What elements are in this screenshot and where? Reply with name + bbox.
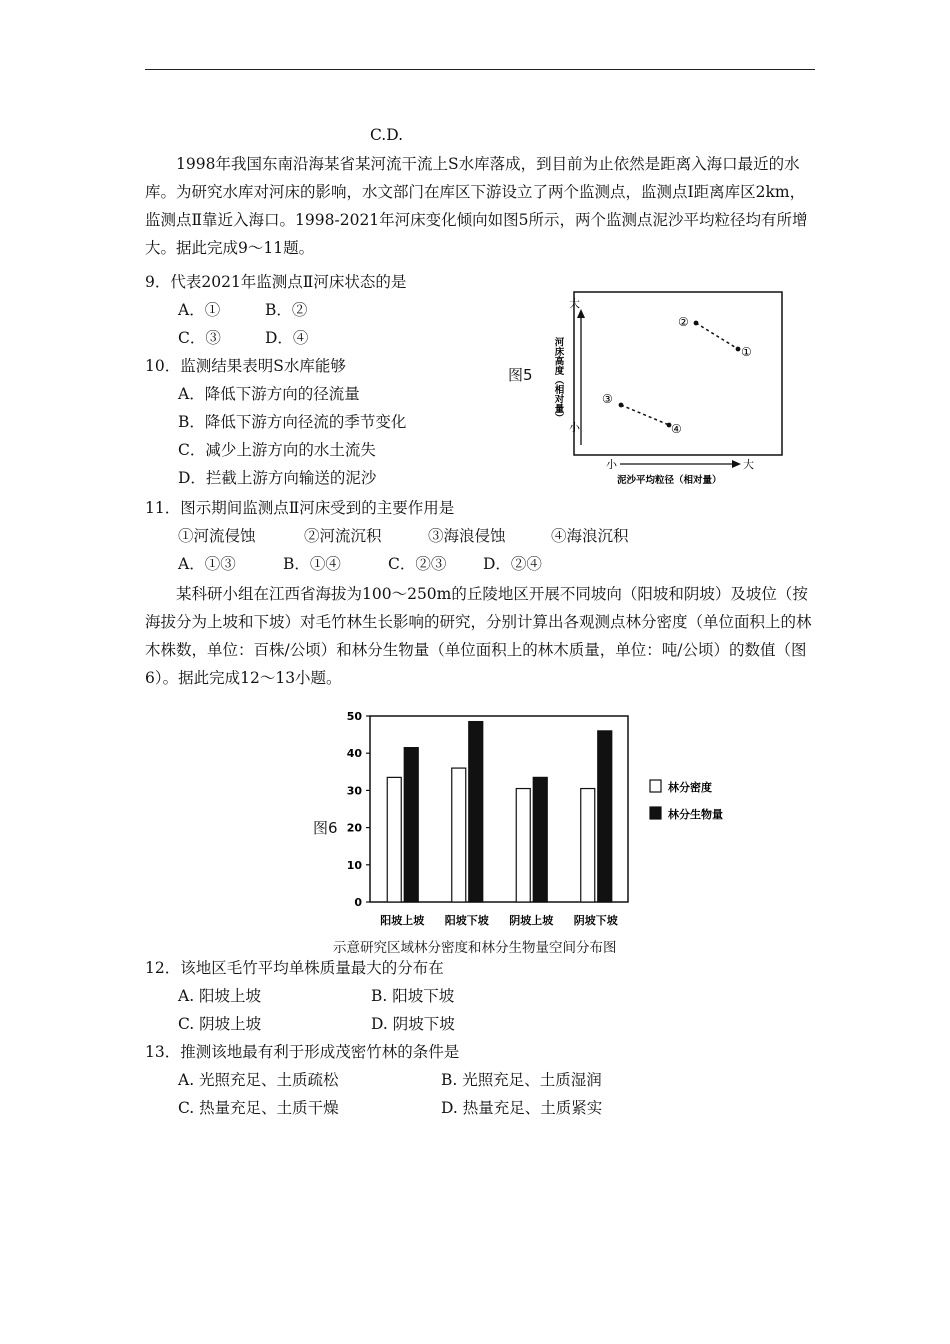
- fig5-point-2: [694, 321, 699, 326]
- fig5-label: 图5: [508, 366, 533, 384]
- fig5-y-title: 河床高度（相对量）: [552, 337, 564, 423]
- q10-option-d[interactable]: D．拦截上游方向输送的泥沙: [178, 469, 377, 487]
- q13-option-c[interactable]: C. 热量充足、土质干燥: [178, 1099, 339, 1117]
- passage-1: 1998年我国东南沿海某省某河流干流上S水库落成，到目前为止依然是距离入海口最近的水库。为研究水库对河床的影响，水文部门在库区下游设立了两个监测点，监测点Ⅰ距离库区2km，监测点Ⅱ靠近入海口。1998-2021年河床变化倾向如图5所示，两个监测点泥沙平均粒径均有所增大。据此完成9～11题。: [145, 155, 808, 257]
- q11-item-1: ①河流侵蚀: [178, 527, 256, 545]
- fig6-ytick-label-4: 40: [346, 747, 362, 761]
- fig6-ytick-label-0: 0: [354, 896, 362, 909]
- q9-stem: 9．代表2021年监测点Ⅱ河床状态的是: [145, 273, 407, 291]
- fig6-bar-density-2: [516, 789, 530, 902]
- fig5-label-2: ②: [678, 315, 689, 329]
- q12-stem: 12．该地区毛竹平均单株质量最大的分布在: [145, 959, 444, 977]
- header-rule: [145, 69, 815, 70]
- fig6-chart: [340, 705, 750, 940]
- fig5-diagram: [540, 285, 790, 490]
- fig6-bar-density-3: [581, 789, 595, 902]
- fig5-segment-upper: [696, 323, 738, 349]
- q13-stem: 13．推测该地最有利于形成茂密竹林的条件是: [145, 1043, 460, 1061]
- fig6-bar-biomass-0: [404, 748, 418, 902]
- fig6-bar-density-0: [387, 777, 401, 902]
- fig6-bar-biomass-3: [598, 731, 612, 902]
- fig5-segment-lower: [621, 405, 669, 425]
- q13-option-b[interactable]: B. 光照充足、土质湿润: [441, 1071, 602, 1089]
- fig5-point-1: [736, 347, 741, 352]
- fig6-xtick-label-3: 阴坡下坡: [573, 914, 618, 927]
- fig6-ytick-label-5: 50: [346, 710, 362, 723]
- fig6-legend-swatch-1: [650, 807, 661, 819]
- q12-option-c[interactable]: C. 阴坡上坡: [178, 1015, 262, 1033]
- fig6-ytick-label-1: 10: [346, 858, 362, 872]
- q11-option-b[interactable]: B．①④: [283, 555, 341, 573]
- fig6-legend-label-0: 林分密度: [668, 781, 712, 794]
- fig6-xtick-label-2: 阴坡上坡: [509, 914, 554, 927]
- fig5-x-small: 小: [606, 458, 617, 471]
- fig6-xtick-label-1: 阳坡下坡: [444, 914, 489, 927]
- fig6-caption: 示意研究区域林分密度和林分生物量空间分布图: [333, 940, 617, 956]
- q11-option-a[interactable]: A．①③: [178, 555, 236, 573]
- fig6-bar-biomass-2: [533, 777, 547, 902]
- fig5-y-small: 小: [569, 421, 580, 434]
- q9-option-c[interactable]: C．③: [178, 329, 221, 347]
- q9-option-a[interactable]: A．①: [178, 301, 221, 319]
- q11-stem: 11．图示期间监测点Ⅱ河床受到的主要作用是: [145, 499, 455, 517]
- fig5-x-title: 泥沙平均粒径（相对量）: [617, 475, 722, 486]
- q12-option-d[interactable]: D. 阴坡下坡: [371, 1015, 455, 1033]
- fig5-label-4: ④: [671, 422, 682, 436]
- fig5-x-arrow: [732, 460, 741, 468]
- fig6-bar-density-1: [452, 768, 466, 902]
- fig5-y-arrow: [577, 309, 585, 318]
- fig5-label-3: ③: [602, 392, 613, 406]
- q9-option-d[interactable]: D．④: [265, 329, 309, 347]
- fig5-x-big: 大: [743, 458, 754, 471]
- q10-option-a[interactable]: A．降低下游方向的径流量: [178, 385, 360, 403]
- fig6-legend-swatch-0: [650, 780, 661, 792]
- q10-stem: 10．监测结果表明S水库能够: [145, 357, 346, 375]
- q9-option-b[interactable]: B．②: [265, 301, 308, 319]
- q11-option-d[interactable]: D．②④: [483, 555, 542, 573]
- passage-2: 某科研小组在江西省海拔为100～250m的丘陵地区开展不同坡向（阳坡和阴坡）及坡位（按海拔分为上坡和下坡）对毛竹林生长影响的研究，分别计算出各观测点林分密度（单位面积上的林木株数，单位：百株/公顷）和林分生物量（单位面积上的林木质量，单位：吨/公顷）的数值（图6）。据此完成12～13小题。: [145, 585, 812, 687]
- q11-option-c[interactable]: C．②③: [388, 555, 447, 573]
- fig6-ytick-label-3: 30: [346, 784, 362, 798]
- fig5-label-1: ①: [741, 345, 752, 359]
- q10-option-c[interactable]: C．减少上游方向的水土流失: [178, 441, 376, 459]
- q13-option-a[interactable]: A. 光照充足、土质疏松: [178, 1071, 339, 1089]
- q12-option-a[interactable]: A. 阳坡上坡: [178, 987, 262, 1005]
- q11-item-3: ③海浪侵蚀: [428, 527, 506, 545]
- fig5-point-3: [619, 403, 624, 408]
- q11-item-4: ④海浪沉积: [551, 527, 629, 545]
- q13-option-d[interactable]: D. 热量充足、土质紧实: [441, 1099, 603, 1117]
- fig5-y-big: 大: [569, 297, 580, 310]
- q11-item-2: ②河流沉积: [304, 527, 382, 545]
- fig6-bar-biomass-1: [469, 722, 483, 902]
- q10-option-b[interactable]: B．降低下游方向径流的季节变化: [178, 413, 407, 431]
- fig6-xtick-label-0: 阳坡上坡: [380, 914, 425, 927]
- fig6-ytick-label-2: 20: [346, 821, 362, 835]
- fig6-legend-label-1: 林分生物量: [668, 808, 723, 821]
- cd-line: C.D.: [370, 126, 404, 144]
- fig6-label: 图6: [313, 819, 338, 837]
- q12-option-b[interactable]: B. 阳坡下坡: [371, 987, 455, 1005]
